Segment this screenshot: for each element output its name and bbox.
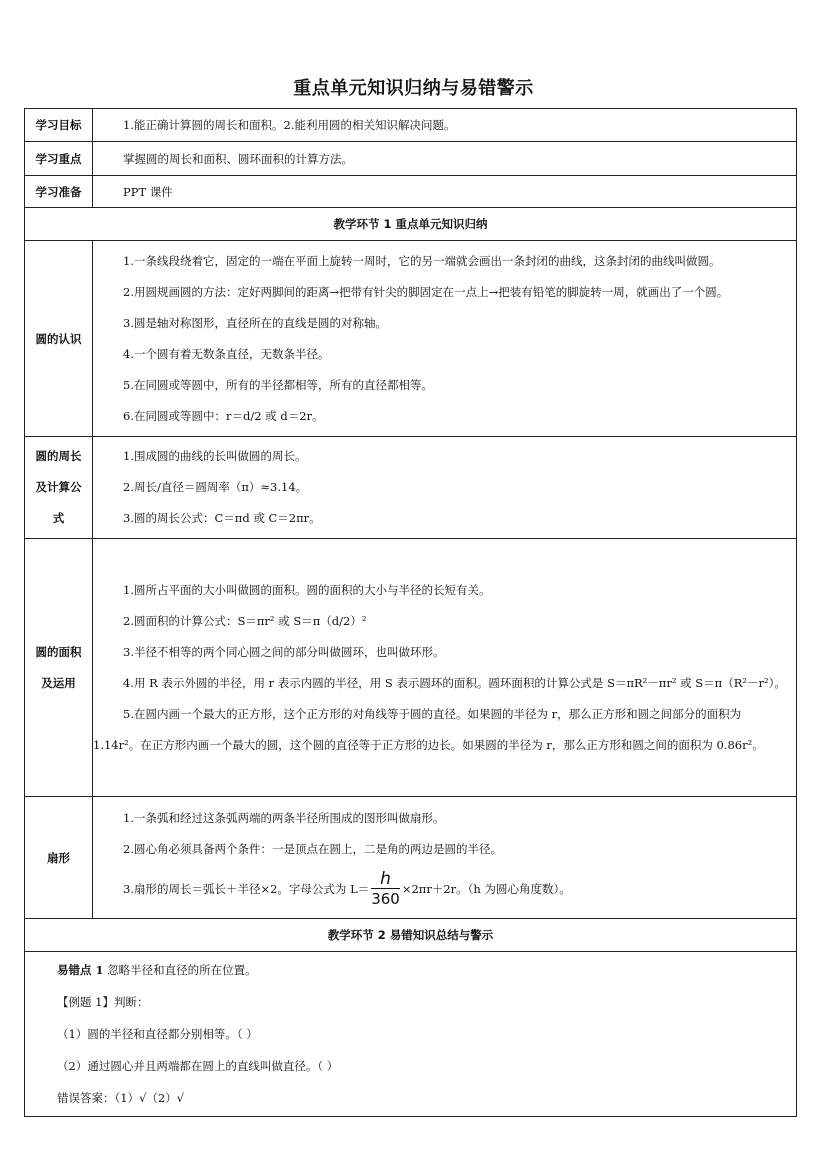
perimeter-item: 2.周长/直径＝圆周率（π）≈3.14。 (123, 480, 308, 494)
circle-item: 6.在同圆或等圆中：r＝d/2 或 d＝2r。 (123, 408, 324, 423)
area-item: 1.圆所占平面的大小叫做圆的面积。圆的面积的大小与半径的长短有关。 (123, 582, 491, 597)
circle-item: 4.一个圆有着无数条直径，无数条半径。 (123, 346, 330, 361)
area-item: 3.半径不相等的两个同心圆之间的部分叫做圆环，也叫做环形。 (123, 644, 445, 659)
perimeter-label-line: 及计算公 (35, 480, 82, 494)
area-content (93, 539, 797, 797)
circle-item: 5.在同圆或等圆中，所有的半径都相等，所有的直径都相等。 (123, 377, 433, 392)
section1-heading: 教学环节 1 重点单元知识归纳 (25, 208, 797, 241)
sector-row (25, 797, 797, 919)
example-heading: 【例题 1】判断： (57, 995, 149, 1009)
perimeter-item: 1.围成圆的曲线的长叫做圆的周长。 (123, 449, 307, 463)
wrong-answer: 错误答案：（1）√（2）√ (57, 1091, 185, 1105)
fraction (371, 870, 400, 909)
area-label (25, 539, 93, 797)
area-label-line: 及运用 (41, 675, 76, 690)
circle-item: 1.一条线段绕着它，固定的一端在平面上旋转一周时，它的另一端就会画出一条封闭的曲线，这条封闭的曲线叫做圆。 (123, 253, 721, 268)
goal-row (25, 109, 797, 142)
lesson-table (24, 108, 797, 1117)
fraction-numerator: h (371, 870, 400, 889)
perimeter-item: 3.圆的周长公式：C＝πd 或 C＝2πr。 (123, 511, 321, 525)
prep-label: 学习准备 (25, 176, 93, 208)
page-title: 重点单元知识归纳与易错警示 (293, 78, 534, 99)
prep-text: PPT 课件 (93, 176, 797, 208)
circle-item: 3.圆是轴对称图形，直径所在的直线是圆的对称轴。 (123, 315, 387, 330)
perimeter-label (25, 437, 93, 539)
error-point-text: 忽略半径和直径的所在位置。 (103, 963, 257, 977)
perimeter-row (25, 437, 797, 539)
goal-text: 1.能正确计算圆的周长和面积。2.能利用圆的相关知识解决问题。 (93, 109, 797, 142)
error-point-label: 易错点 1 (57, 963, 104, 977)
sector-item: 2.圆心角必须具备两个条件：一是顶点在圆上，二是角的两边是圆的半径。 (123, 841, 502, 856)
sector-formula-pre: 3.扇形的周长＝弧长＋半径×2。字母公式为 L＝ (123, 881, 370, 896)
area-row (25, 539, 797, 797)
errors-content (25, 952, 797, 1117)
section2-heading: 教学环节 2 易错知识总结与警示 (25, 919, 797, 952)
circle-content (93, 241, 797, 437)
circle-row (25, 241, 797, 437)
sector-label: 扇形 (25, 797, 93, 919)
perimeter-label-line: 圆的周长 (35, 449, 82, 463)
goal-label: 学习目标 (25, 109, 93, 142)
question-1: （1）圆的半径和直径都分别相等。（ ） (57, 1027, 258, 1041)
focus-row (25, 142, 797, 176)
fraction-denominator: 360 (371, 890, 400, 908)
question-2: （2）通过圆心并且两端都在圆上的直线叫做直径。（ ） (57, 1059, 339, 1073)
error-point (25, 954, 796, 986)
sector-content (93, 797, 797, 919)
area-item: 4.用 R 表示外圆的半径，用 r 表示内圆的半径，用 S 表示圆环的面积。圆环面积的计算公式是 S＝πR²－πr² 或 S＝π（R²－r²）。 (123, 675, 786, 690)
errors-row (25, 952, 797, 1117)
area-item: 2.圆面积的计算公式：S＝πr² 或 S＝π（d/2）² (123, 613, 367, 628)
circle-label: 圆的认识 (25, 241, 93, 437)
area-label-line: 圆的面积 (35, 644, 82, 659)
perimeter-label-line: 式 (52, 511, 65, 525)
section2-row (25, 919, 797, 952)
circle-item: 2.用圆规画圆的方法：定好两脚间的距离→把带有针尖的脚固定在一点上→把装有铅笔的脚旋转一周，就画出了一个圆。 (123, 284, 729, 299)
area-item: 5.在圆内画一个最大的正方形，这个正方形的对角线等于圆的直径。如果圆的半径为 r，那么正方形和圆之间部分的面积为 1.14r²。在正方形内画一个最大的圆，这个圆的直径等于正方形的边长。如果圆的半径为 r，那么正方形和圆之间的面积为 0.86r²。 (93, 706, 764, 752)
sector-item-formula (123, 865, 788, 913)
focus-text: 掌握圆的周长和面积、圆环面积的计算方法。 (93, 142, 797, 176)
prep-row (25, 176, 797, 208)
focus-label: 学习重点 (25, 142, 93, 176)
sector-item: 1.一条弧和经过这条弧两端的两条半径所围成的图形叫做扇形。 (123, 810, 445, 825)
sector-formula-post: ×2πr＋2r。（h 为圆心角度数）。 (401, 881, 571, 896)
section1-row (25, 208, 797, 241)
perimeter-content (93, 437, 797, 539)
